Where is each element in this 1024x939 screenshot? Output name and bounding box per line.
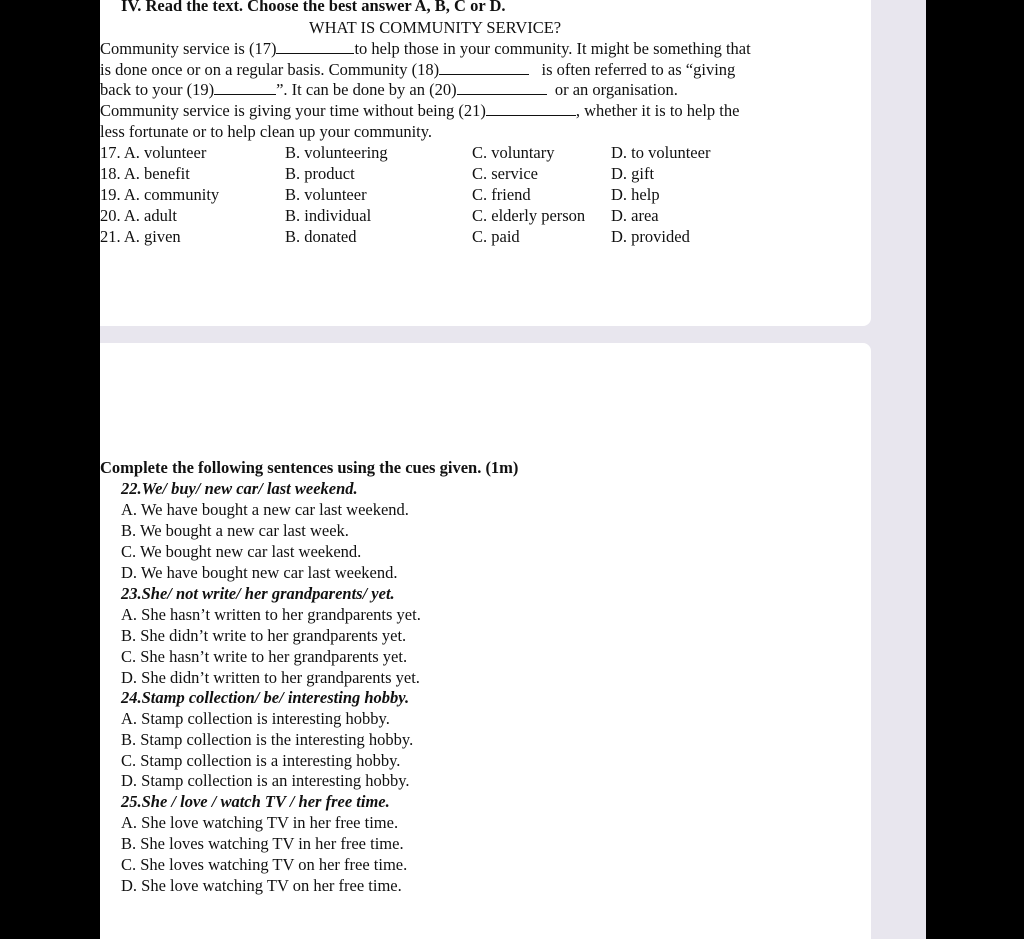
passage-line-1: Community service is (17) to help those in your community. It might be something that xyxy=(100,39,751,58)
question-22-option-b[interactable]: B. We bought a new car last week. xyxy=(121,521,349,540)
option-19-d[interactable]: D. help xyxy=(611,185,660,204)
question-23-option-d[interactable]: D. She didn’t written to her grandparents yet. xyxy=(121,668,420,687)
question-24-cue: 24.Stamp collection/ be/ interesting hobby. xyxy=(121,688,410,707)
question-25-option-b[interactable]: B. She loves watching TV in her free time. xyxy=(121,834,404,853)
passage-line-2: is done once or on a regular basis. Community (18) is often referred to as “giving xyxy=(100,60,736,79)
passage-line-4: Community service is giving your time without being (21) , whether it is to help the xyxy=(100,101,740,120)
question-24-option-d[interactable]: D. Stamp collection is an interesting hobby. xyxy=(121,771,410,790)
question-23-option-a[interactable]: A. She hasn’t written to her grandparents yet. xyxy=(121,605,421,624)
option-21-b[interactable]: B. donated xyxy=(285,227,357,246)
option-21-a[interactable]: 21. A. given xyxy=(100,227,181,246)
answer-blank-19[interactable] xyxy=(214,80,276,95)
option-20-a[interactable]: 20. A. adult xyxy=(100,206,177,225)
option-17-b[interactable]: B. volunteering xyxy=(285,143,388,162)
page-2 xyxy=(100,343,871,939)
passage-title: WHAT IS COMMUNITY SERVICE? xyxy=(309,18,562,37)
option-18-a[interactable]: 18. A. benefit xyxy=(100,164,190,183)
option-19-b[interactable]: B. volunteer xyxy=(285,185,367,204)
question-25-option-d[interactable]: D. She love watching TV on her free time. xyxy=(121,876,402,895)
option-19-c[interactable]: C. friend xyxy=(472,185,531,204)
question-23-option-b[interactable]: B. She didn’t write to her grandparents yet. xyxy=(121,626,407,645)
option-21-d[interactable]: D. provided xyxy=(611,227,690,246)
answer-blank-17[interactable] xyxy=(276,39,354,54)
question-24-option-a[interactable]: A. Stamp collection is interesting hobby. xyxy=(121,709,390,728)
option-17-c[interactable]: C. voluntary xyxy=(472,143,555,162)
answer-blank-18[interactable] xyxy=(439,60,529,75)
option-21-c[interactable]: C. paid xyxy=(472,227,520,246)
part2-heading: Complete the following sentences using the cues given. (1m) xyxy=(100,458,519,477)
passage-line-5: less fortunate or to help clean up your community. xyxy=(100,122,433,141)
question-23-option-c[interactable]: C. She hasn’t write to her grandparents yet. xyxy=(121,647,408,666)
answer-blank-21[interactable] xyxy=(486,101,576,116)
document-viewer[interactable] xyxy=(100,0,926,939)
option-20-c[interactable]: C. elderly person xyxy=(472,206,586,225)
answer-blank-20[interactable] xyxy=(457,80,547,95)
option-18-c[interactable]: C. service xyxy=(472,164,538,183)
option-17-a[interactable]: 17. A. volunteer xyxy=(100,143,207,162)
question-23-cue: 23.She/ not write/ her grandparents/ yet. xyxy=(121,584,395,603)
option-18-b[interactable]: B. product xyxy=(285,164,355,183)
question-25-option-c[interactable]: C. She loves watching TV on her free time. xyxy=(121,855,408,874)
question-24-option-b[interactable]: B. Stamp collection is the interesting hobby. xyxy=(121,730,414,749)
passage-line-3: back to your (19) ”. It can be done by an (20) or an organisation. xyxy=(100,80,678,99)
question-25-option-a[interactable]: A. She love watching TV in her free time. xyxy=(121,813,399,832)
question-25-cue: 25.She / love / watch TV / her free time. xyxy=(121,792,390,811)
question-24-option-c[interactable]: C. Stamp collection is a interesting hobby. xyxy=(121,751,401,770)
section-heading: IV. Read the text. Choose the best answer A, B, C or D. xyxy=(121,0,506,15)
option-19-a[interactable]: 19. A. community xyxy=(100,185,220,204)
option-17-d[interactable]: D. to volunteer xyxy=(611,143,711,162)
question-22-option-a[interactable]: A. We have bought a new car last weekend. xyxy=(121,500,409,519)
question-22-option-c[interactable]: C. We bought new car last weekend. xyxy=(121,542,362,561)
page-1 xyxy=(100,0,871,326)
question-22-option-d[interactable]: D. We have bought new car last weekend. xyxy=(121,563,398,582)
question-22-cue: 22.We/ buy/ new car/ last weekend. xyxy=(121,479,358,498)
option-20-d[interactable]: D. area xyxy=(611,206,659,225)
option-18-d[interactable]: D. gift xyxy=(611,164,655,183)
option-20-b[interactable]: B. individual xyxy=(285,206,372,225)
